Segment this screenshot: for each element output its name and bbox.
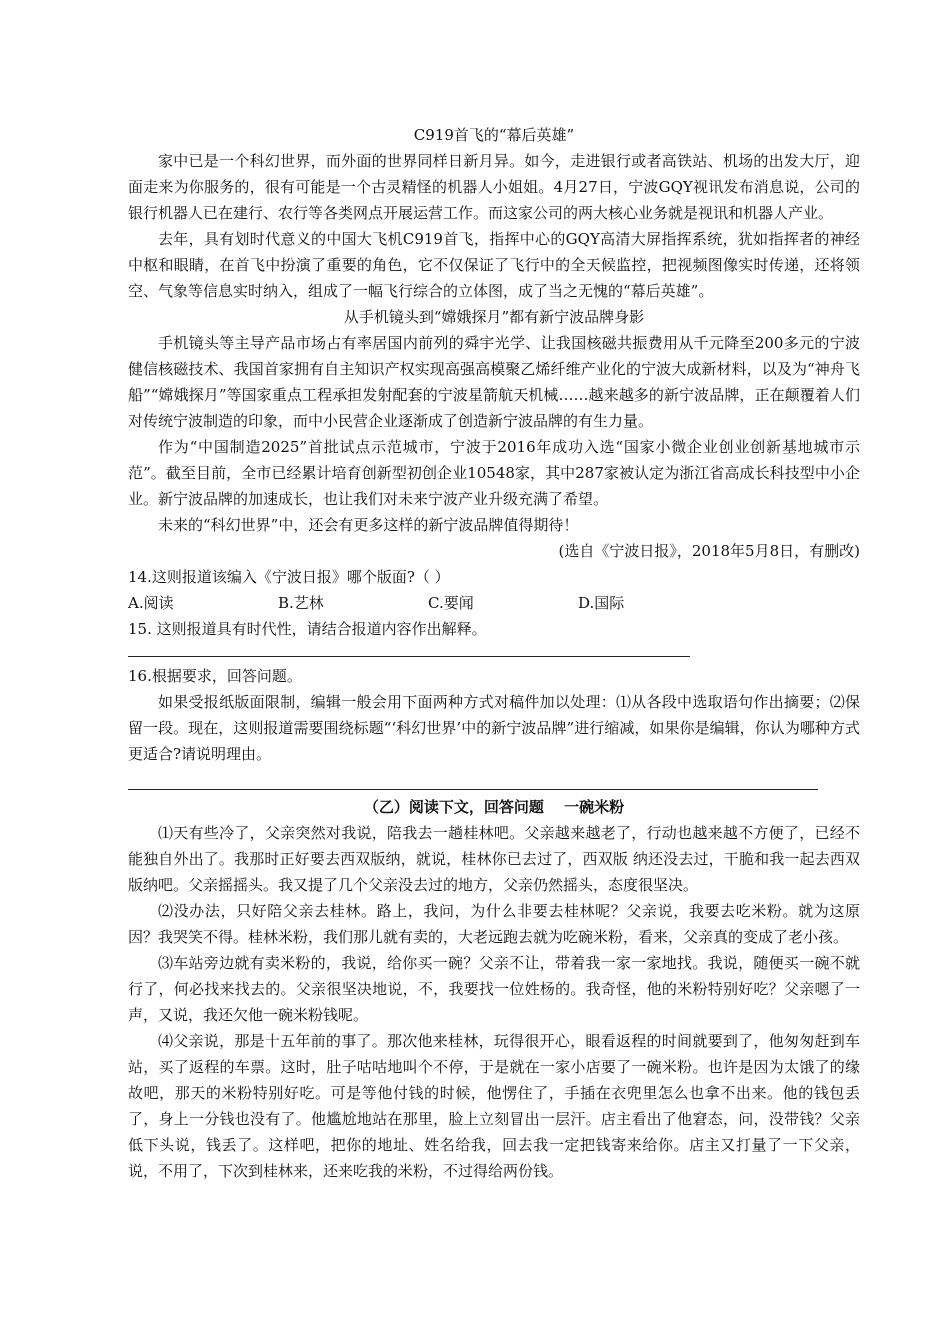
paragraph: ⑵没办法，只好陪父亲去桂林。路上，我问，为什么非要去桂林呢？父亲说，我要去吃米粉。就为这原因？我哭笑不得。桂林米粉，我们那儿就有卖的，大老远跑去就为吃碗米粉，看来，父亲真的变成了老小孩。 [128, 902, 860, 946]
option-d: D.国际 [578, 594, 625, 612]
answer-line [128, 775, 818, 790]
question-14: 14.这则报道该编入《宁波日报》哪个版面?（ ） [128, 568, 450, 586]
option-b: B.艺林 [278, 594, 324, 612]
paragraph: 手机镜头等主导产品市场占有率居国内前列的舜宇光学、让我国核磁共振费用从千元降至200多元的宁波健信核磁技术、我国首家拥有自主知识产权实现高强高模聚乙烯纤维产业化的宁波大成新材料，以及为“神舟飞船”“嫦娥探月”等国家重点工程承担发射配套的宁波星箭航天机械……越来越多的新宁波品牌，正在颠覆着人们对传统宁波制造的印象，而中小民营企业逐渐成了创造新宁波品牌的有生力量。 [128, 334, 860, 430]
paragraph: 未来的“科幻世界”中，还会有更多这样的新宁波品牌值得期待！ [158, 516, 579, 534]
option-a: A.阅读 [128, 594, 174, 612]
source-citation: (选自《宁波日报》，2018年5月8日，有删改) [558, 542, 860, 560]
section1-title: C919首飞的“幕后英雄” [413, 126, 575, 144]
document-page [128, 122, 860, 1184]
paragraph: ⑶车站旁边就有卖米粉的，我说，给你买一碗？父亲不让，带着我一家一家地找。我说，随便买一碗不就行了，何必找来找去的。父亲很坚决地说，不，我要找一位姓杨的。我奇怪，他的米粉特别好吃？父亲嗯了一声，又说，我还欠他一碗米粉钱呢。 [128, 954, 860, 1024]
paragraph: 家中已是一个科幻世界，而外面的世界同样日新月异。如今，走进银行或者高铁站、机场的出发大厅，迎面走来为你服务的，很有可能是一个古灵精怪的机器人小姐姐。4月27日，宁波GQY视讯发布消息说，公司的银行机器人已在建行、农行等各类网点开展运营工作。而这家公司的两大核心业务就是视讯和机器人产业。 [128, 152, 860, 222]
question-14-options [128, 590, 860, 616]
paragraph: 作为“中国制造2025”首批试点示范城市，宁波于2016年成功入选“国家小微企业创业创新基地城市示范”。截至目前，全市已经累计培育创新型初创企业10548家，其中287家被认定为浙江省高成长科技型中小企业。新宁波品牌的加速成长，也让我们对未来宁波产业升级充满了希望。 [128, 438, 860, 508]
paragraph: ⑷父亲说，那是十五年前的事了。那次他来桂林，玩得很开心，眼看返程的时间就要到了，他匆匆赶到车站，买了返程的车票。这时，肚子咕咕地叫个不停，于是就在一家小店要了一碗米粉。也许是因为太饿了的缘故吧，那天的米粉特别好吃。可是等他付钱的时候，他愣住了，手插在衣兜里怎么也拿不出来。他的钱包丢了，身上一分钱也没有了。他尴尬地站在那里，脸上立刻冒出一层汗。店主看出了他窘态，问，没带钱？父亲低下头说，钱丢了。这样吧，把你的地址、姓名给我，回去我一定把钱寄来给你。店主又打量了一下父亲，说，不用了，下次到桂林来，还来吃我的米粉，不过得给两份钱。 [128, 1032, 860, 1180]
section3-title: （乙）阅读下文，回答问题 一碗米粉 [363, 798, 625, 816]
question-16: 16.根据要求，回答问题。 [128, 667, 302, 685]
question-15: 15. 这则报道具有时代性，请结合报道内容作出解释。 [128, 620, 487, 638]
answer-line [128, 642, 690, 657]
paragraph: ⑴天有些冷了，父亲突然对我说，陪我去一趟桂林吧。父亲越来越老了，行动也越来越不方便了，已经不能独自外出了。我那时正好要去西双版纳，就说，桂林你已去过了，西双版 纳还没去过，干脆和我一起去西双版纳吧。父亲摇摇头。我又提了几个父亲没去过的地方，父亲仍然摇头，态度很坚决。 [128, 824, 860, 894]
paragraph: 去年，具有划时代意义的中国大飞机C919首飞，指挥中心的GQY高清大屏指挥系统，犹如指挥者的神经中枢和眼睛，在首飞中扮演了重要的角色，它不仅保证了飞行中的全天候监控，把视频图像实时传递，还将领空、气象等信息实时纳入，组成了一幅飞行综合的立体图，成了当之无愧的“幕后英雄”。 [128, 230, 860, 300]
question-16-body: 如果受报纸版面限制，编辑一般会用下面两种方式对稿件加以处理：⑴从各段中选取语句作出摘要；⑵保留一段。现在，这则报道需要围绕标题“‘科幻世界’中的新宁波品牌”进行缩减，如果你是编辑，你认为哪种方式更适合?请说明理由。 [128, 693, 860, 763]
section2-title: 从手机镜头到“嫦娥探月”都有新宁波品牌身影 [343, 308, 645, 326]
option-c: C.要闻 [428, 594, 474, 612]
